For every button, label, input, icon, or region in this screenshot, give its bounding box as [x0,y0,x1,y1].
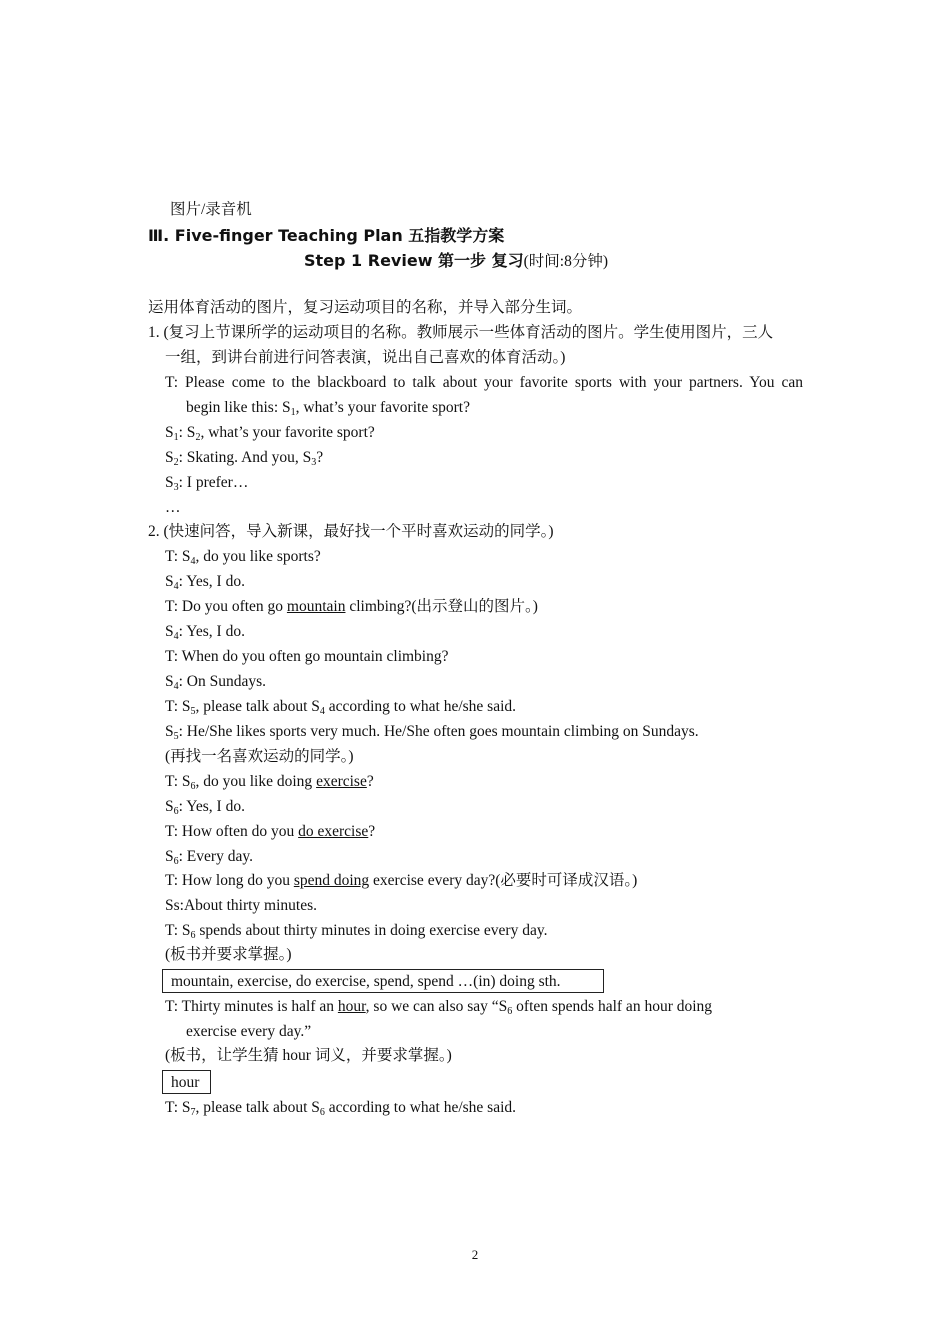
text: : I prefer… [178,474,249,491]
text: , please talk about S [195,698,320,715]
speaker: S [165,623,174,640]
item1-note-line1 [148,322,773,344]
subscript: 6 [173,856,179,867]
text: ? [366,773,374,790]
item1-note-line2: 一组，到讲台前进行问答表演，说出自己喜欢的体育活动。) [165,349,566,366]
item1-number: 1. [148,324,164,341]
speaker: S [165,449,174,466]
text: climbing?(出示登山的图片。) [345,598,538,615]
text: according to what he/she said. [324,698,517,715]
text: : Yes, I do. [178,623,245,640]
dialogue-line [165,1097,516,1119]
dialogue-line [165,721,699,743]
dialogue-line [165,571,245,593]
dialogue-line [165,596,538,618]
item1-teacher-line1: T: Please come to the blackboard to talk about your favorite sports with your partners. You can [165,374,803,391]
text: begin like this: S [186,399,291,416]
section-title: . Five-finger Teaching Plan 五指教学方案 [163,226,505,245]
dialogue-line: Ss:About thirty minutes. [165,897,317,914]
dialogue-line-justified [165,996,803,1018]
speaker: S [165,424,174,441]
ellipsis: … [165,499,181,516]
note-line: (再找一名喜欢运动的同学。) [165,748,354,765]
blackboard-box-vocabulary: mountain, exercise, do exercise, spend, spend …(in) doing sth. [162,969,604,993]
text: , what’s your favorite sport? [200,424,375,441]
text: T: How long do you [165,872,294,889]
item1-note: (复习上节课所学的运动项目的名称。教师展示一些体育活动的图片。学生使用图片，三人 [163,324,774,341]
dialogue-line [165,821,375,843]
underlined-word: mountain [286,598,346,615]
dialogue-s3 [165,472,248,494]
underlined-word: spend doing [293,872,370,889]
text: often spends half an hour doing [512,998,713,1015]
subscript: 4 [319,706,325,717]
text: (快速问答，导入新课，最好找一个平时喜欢运动的同学。) [163,523,554,540]
dialogue-line [165,771,374,793]
subscript: 3 [173,482,179,493]
subscript: 4 [173,631,179,642]
text: : Skating. And you, S [178,449,312,466]
subscript: 1 [173,432,179,443]
subscript: 1 [290,407,296,418]
note-line: (板书，让学生猜 hour 词义，并要求掌握。) [165,1047,452,1064]
text: , do you like sports? [195,548,321,565]
dialogue-line [165,671,266,693]
text: exercise every day?(必要时可译成汉语。) [369,872,638,889]
text [165,996,712,1018]
text: , so we can also say “S [365,998,508,1015]
subscript: 5 [173,731,179,742]
dialogue-line: T: When do you often go mountain climbing? [165,648,449,665]
subscript: 2 [173,457,179,468]
subscript: 6 [190,930,196,941]
dialogue-s1 [165,422,375,444]
text: spends about thirty minutes in doing exercise every day. [195,922,548,939]
subscript: 2 [195,432,201,443]
subscript: 3 [311,457,317,468]
subscript: 4 [173,581,179,592]
text: T: S [165,548,191,565]
text: T: S [165,698,191,715]
speaker: S [165,573,174,590]
dialogue-line [165,696,516,718]
speaker: S [165,798,174,815]
text: T: S [165,922,191,939]
text: : S [178,424,196,441]
text: : Every day. [178,848,253,865]
section-numeral: Ⅲ [148,226,164,245]
speaker: S [165,848,174,865]
page-number: 2 [471,1247,479,1262]
text: : Yes, I do. [178,573,245,590]
subscript: 5 [190,706,196,717]
item2-number: 2. [148,523,164,540]
dialogue-line [165,621,245,643]
step-title: Step 1 Review 第一步 复习 [304,251,524,270]
section-heading [148,225,504,247]
text: , do you like doing [195,773,317,790]
speaker: S [165,474,174,491]
step-heading [304,250,608,273]
step-time: (时间:8分钟) [523,253,609,270]
underlined-word: exercise [316,773,367,790]
underlined-word: do exercise [298,823,369,840]
text: T: Thirty minutes is half an [165,998,338,1015]
text: ? [316,449,324,466]
underlined-word: hour [337,998,366,1015]
subscript: 6 [190,781,196,792]
subscript: 6 [173,806,179,817]
subscript: 6 [319,1107,325,1118]
text: according to what he/she said. [324,1099,517,1116]
subscript: 4 [173,681,179,692]
text: T: Do you often go [165,598,287,615]
dialogue-line [165,796,245,818]
text: , what’s your favorite sport? [295,399,470,416]
subscript: 7 [190,1107,196,1118]
item1-teacher-line2 [186,397,470,419]
text: : On Sundays. [178,673,267,690]
text: T: S [165,1099,191,1116]
speaker: S [165,673,174,690]
dialogue-line [165,846,253,868]
blackboard-box-hour: hour [162,1070,211,1094]
dialogue-line [165,920,547,942]
dialogue-line [165,546,321,568]
text: ? [368,823,376,840]
text: T: How often do you [165,823,299,840]
subscript: 6 [507,1006,513,1017]
note-line: (板书并要求掌握。) [165,946,292,963]
speaker: S [165,723,174,740]
dialogue-line: exercise every day.” [186,1023,312,1040]
materials-line: 图片/录音机 [170,201,252,218]
subscript: 4 [190,556,196,567]
text: , please talk about S [195,1099,320,1116]
item2-note [148,521,554,543]
dialogue-line [165,870,637,892]
text: : Yes, I do. [178,798,245,815]
dialogue-s2 [165,447,323,469]
intro-text: 运用体育活动的图片，复习运动项目的名称，并导入部分生词。 [148,299,583,316]
text: : He/She likes sports very much. He/She often goes mountain climbing on Sundays. [178,723,699,740]
text: T: S [165,773,191,790]
